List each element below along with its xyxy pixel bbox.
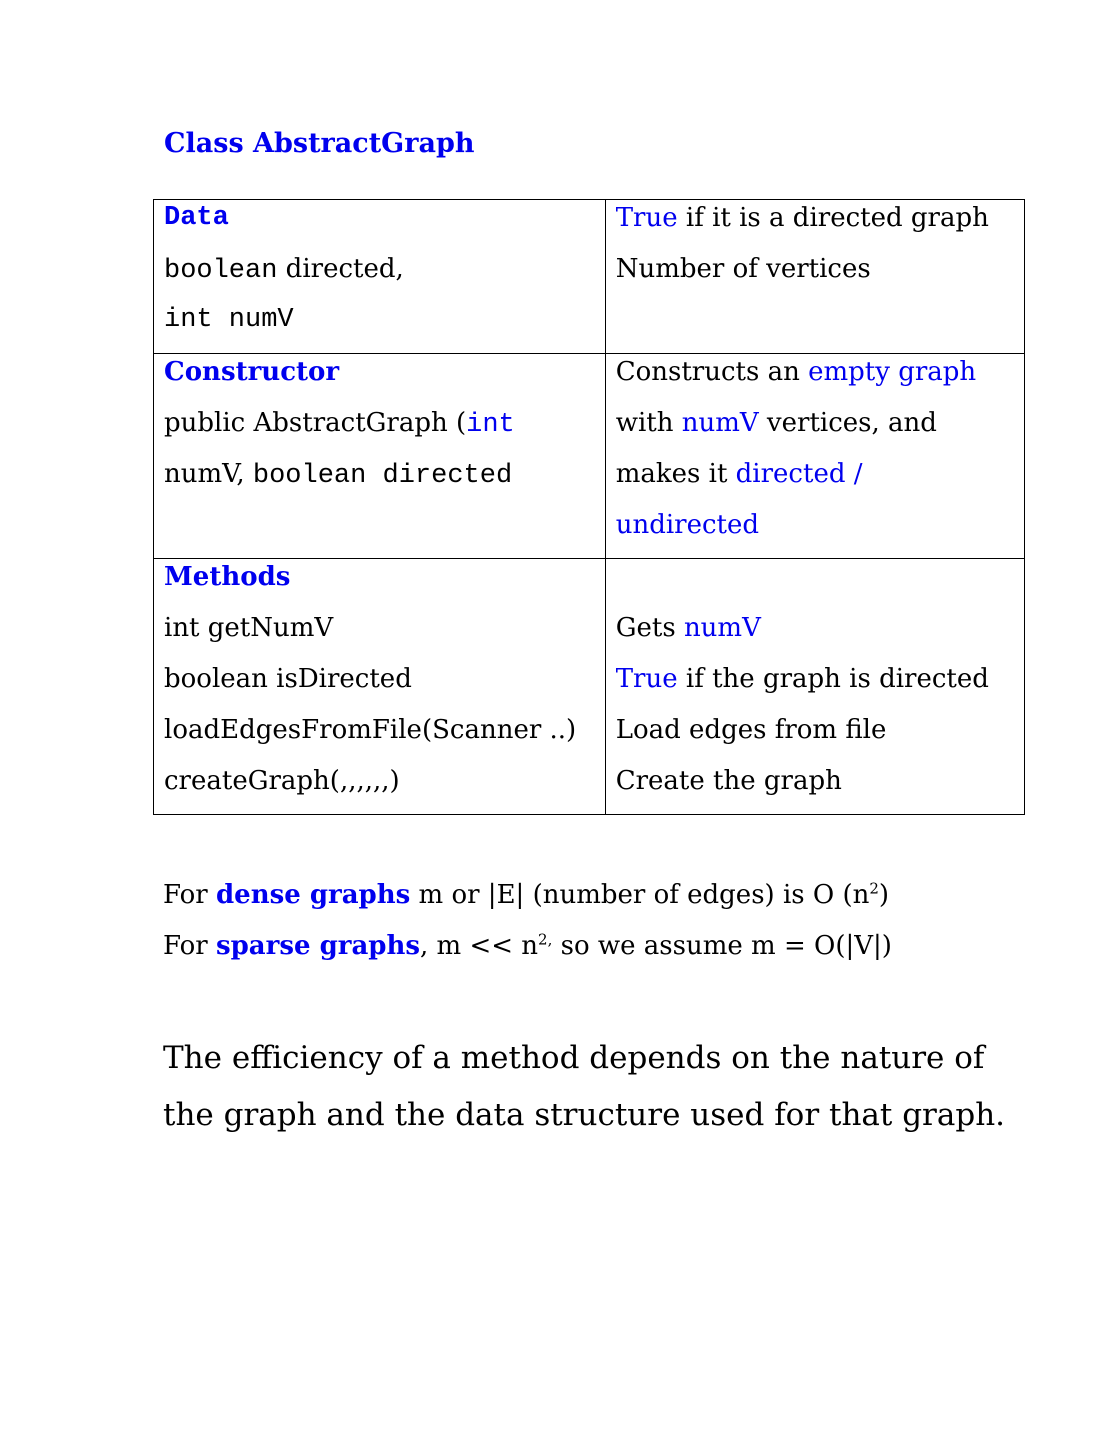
constructor-signature-line2 (164, 456, 595, 507)
methods-row (154, 559, 1025, 815)
field-name: directed, (277, 254, 404, 284)
desc-text: Create the graph (615, 766, 842, 796)
constructor-desc-cell (605, 354, 1024, 559)
data-desc-numv: Number of vertices (615, 254, 871, 284)
methods-desc-spacer (616, 559, 1014, 610)
constructor-row (154, 354, 1025, 559)
field-type: boolean (164, 256, 278, 286)
page-title: Class AbstractGraph (164, 128, 475, 159)
desc-text: Constructs an (615, 357, 809, 387)
method-item: createGraph(,,,,,,) (164, 766, 400, 796)
sparse-graphs-term: sparse graphs (215, 931, 421, 961)
method-desc (616, 763, 1014, 814)
true-keyword: True (615, 203, 678, 233)
sig-numv: numV, (164, 459, 253, 489)
methods-cell (154, 559, 606, 815)
sig-int: int (466, 410, 515, 440)
desc-highlight: empty graph (808, 357, 977, 387)
line-prefix: For (163, 880, 216, 910)
class-table (153, 199, 1025, 815)
data-cell (154, 200, 606, 354)
desc-text: Gets (615, 613, 684, 643)
dense-graphs-term: dense graphs (215, 880, 411, 910)
sparse-graphs-line (163, 931, 892, 961)
method-item: int getNumV (164, 613, 334, 643)
constructor-desc-line3 (616, 456, 1014, 507)
method-desc (616, 712, 1014, 763)
desc-text: with (615, 408, 682, 438)
line-text: m or |E| (number of edges) is O (n (410, 880, 870, 910)
desc-text: if it is a directed graph (677, 203, 989, 233)
data-desc-cell (605, 200, 1024, 354)
method-desc (616, 661, 1014, 712)
data-row (154, 200, 1025, 354)
desc-highlight: numV (681, 408, 759, 438)
constructor-desc-line4: undirected (615, 510, 760, 540)
constructor-signature-line1 (164, 405, 595, 456)
constructor-desc-line2 (616, 405, 1014, 456)
data-heading: Data (164, 203, 229, 233)
method-item: loadEdgesFromFile(Scanner ..) (164, 715, 577, 745)
sig-boolean: boolean directed (252, 461, 513, 491)
data-field-directed (164, 251, 595, 302)
constructor-cell (154, 354, 606, 559)
desc-text: makes it (615, 459, 736, 489)
constructor-heading: Constructor (164, 357, 340, 387)
line-prefix: For (163, 931, 216, 961)
desc-highlight: directed / (735, 459, 863, 489)
constructor-desc-line1 (616, 354, 1014, 405)
method-item: boolean isDirected (164, 664, 412, 694)
line-text: ) (878, 880, 890, 910)
dense-graphs-line (163, 880, 889, 910)
method-desc (616, 610, 1014, 661)
efficiency-paragraph: The efficiency of a method depends on the nature of the graph and the data structure used for that graph. (163, 1040, 1006, 1133)
line-text: so we assume m = O(|V|) (552, 931, 892, 961)
methods-desc-cell (605, 559, 1024, 815)
sig-text: public AbstractGraph ( (164, 408, 467, 438)
superscript: 2, (538, 930, 553, 949)
desc-highlight: True (615, 664, 678, 694)
methods-heading: Methods (164, 562, 291, 592)
desc-text: vertices, and (758, 408, 937, 438)
desc-highlight: numV (683, 613, 761, 643)
superscript: 2 (869, 879, 879, 898)
data-field-numv: int numV (164, 305, 294, 335)
desc-text: if the graph is directed (677, 664, 989, 694)
data-desc-directed (616, 200, 1014, 251)
desc-text: Load edges from file (615, 715, 887, 745)
line-text: , m << n (420, 931, 539, 961)
